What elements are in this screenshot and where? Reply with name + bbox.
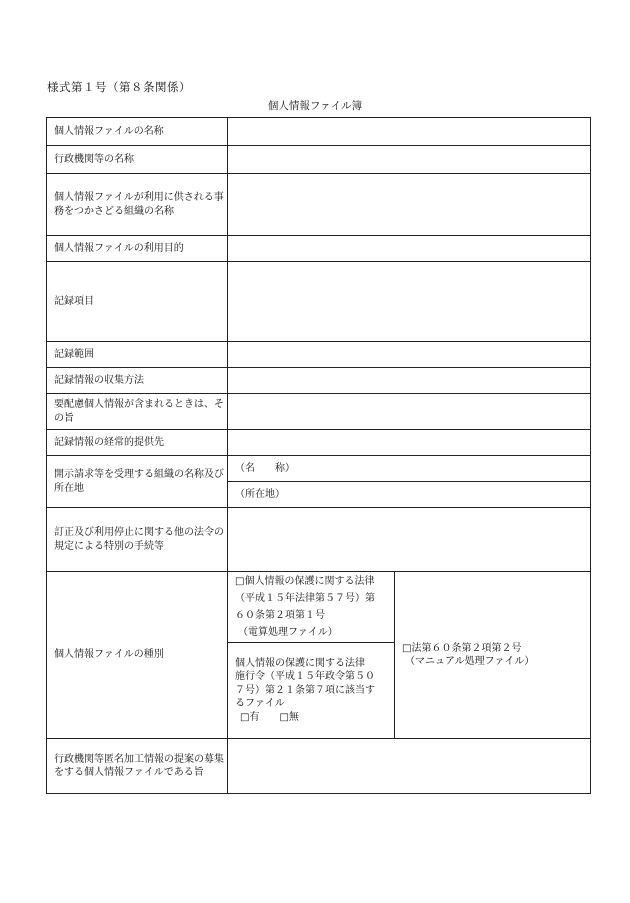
special-procedures-field[interactable] [228,508,591,572]
table-row [47,368,591,394]
form-number-label: 様式第１号（第８条関係） [47,80,191,94]
file-type-option-electronic[interactable] [228,572,395,643]
table-row [47,430,591,456]
file-type-subquestion [228,643,395,739]
table-row [47,146,591,174]
row-label-purpose: 個人情報ファイルの利用目的 [47,236,228,262]
row-label-regular-recipients: 記録情報の経常的提供先 [47,430,228,456]
file-type-option-manual[interactable] [395,572,591,739]
personal-info-file-register-table [46,117,591,794]
row-label-organization: 個人情報ファイルが利用に供される事務をつかさどる組織の名称 [47,174,228,236]
row-label-file-type: 個人情報ファイルの種別 [47,572,228,739]
subquestion-line3: ７号）第２１条第７項に該当す [235,684,375,696]
table-row [47,572,591,643]
row-label-anonymized: 行政機関等匿名加工情報の提案の募集をする個人情報ファイルである旨 [47,739,228,794]
yes-checkbox[interactable]: □有 [240,711,260,723]
table-row [47,118,591,146]
row-label-special-procedures: 訂正及び利用停止に関する他の法令の規定による特別の手続等 [47,508,228,572]
record-scope-field[interactable] [228,342,591,368]
page-title: 個人情報ファイル簿 [267,100,363,112]
option-manual-line1: □法第６０条第２項第２号 [402,642,522,654]
subquestion-line1: 個人情報の保護に関する法律 [235,657,365,669]
option-electronic-line2: （平成１５年法律第５７号）第 [235,593,375,604]
option-electronic-line1: □個人情報の保護に関する法律 [235,576,375,587]
row-label-agency-name: 行政機関等の名称 [47,146,228,174]
table-row [47,236,591,262]
no-checkbox[interactable]: □無 [279,711,299,723]
disclosure-address-field[interactable]: （所在地） [228,482,591,508]
anonymized-field[interactable] [228,739,591,794]
disclosure-name-field[interactable]: （名 称） [228,456,591,482]
regular-recipients-field[interactable] [228,430,591,456]
agency-name-field[interactable] [228,146,591,174]
table-row [47,342,591,368]
row-label-record-items: 記録項目 [47,262,228,342]
yes-no-choices [235,711,394,725]
organization-field[interactable] [228,174,591,236]
record-items-field[interactable] [228,262,591,342]
collection-method-field[interactable] [228,368,591,394]
row-label-file-name: 個人情報ファイルの名称 [47,118,228,146]
row-label-record-scope: 記録範囲 [47,342,228,368]
row-label-collection-method: 記録情報の収集方法 [47,368,228,394]
purpose-field[interactable] [228,236,591,262]
table-row [47,174,591,236]
table-row [47,508,591,572]
subquestion-line2: 施行令（平成１５年政令第５０ [235,671,375,683]
option-electronic-line4: （電算処理ファイル） [238,627,338,638]
file-name-field[interactable] [228,118,591,146]
table-row [47,739,591,794]
table-row [47,262,591,342]
row-label-disclosure-org: 開示請求等を受理する組織の名称及び所在地 [47,456,228,508]
table-row [47,394,591,430]
sensitive-info-field[interactable] [228,394,591,430]
option-manual-line2: （マニュアル処理ファイル） [405,656,535,667]
option-electronic-line3: ６０条第２項第１号 [235,610,325,621]
table-row [47,456,591,482]
row-label-sensitive-info: 要配慮個人情報が含まれるときは、その旨 [47,394,228,430]
subquestion-line4: るファイル [235,698,285,710]
